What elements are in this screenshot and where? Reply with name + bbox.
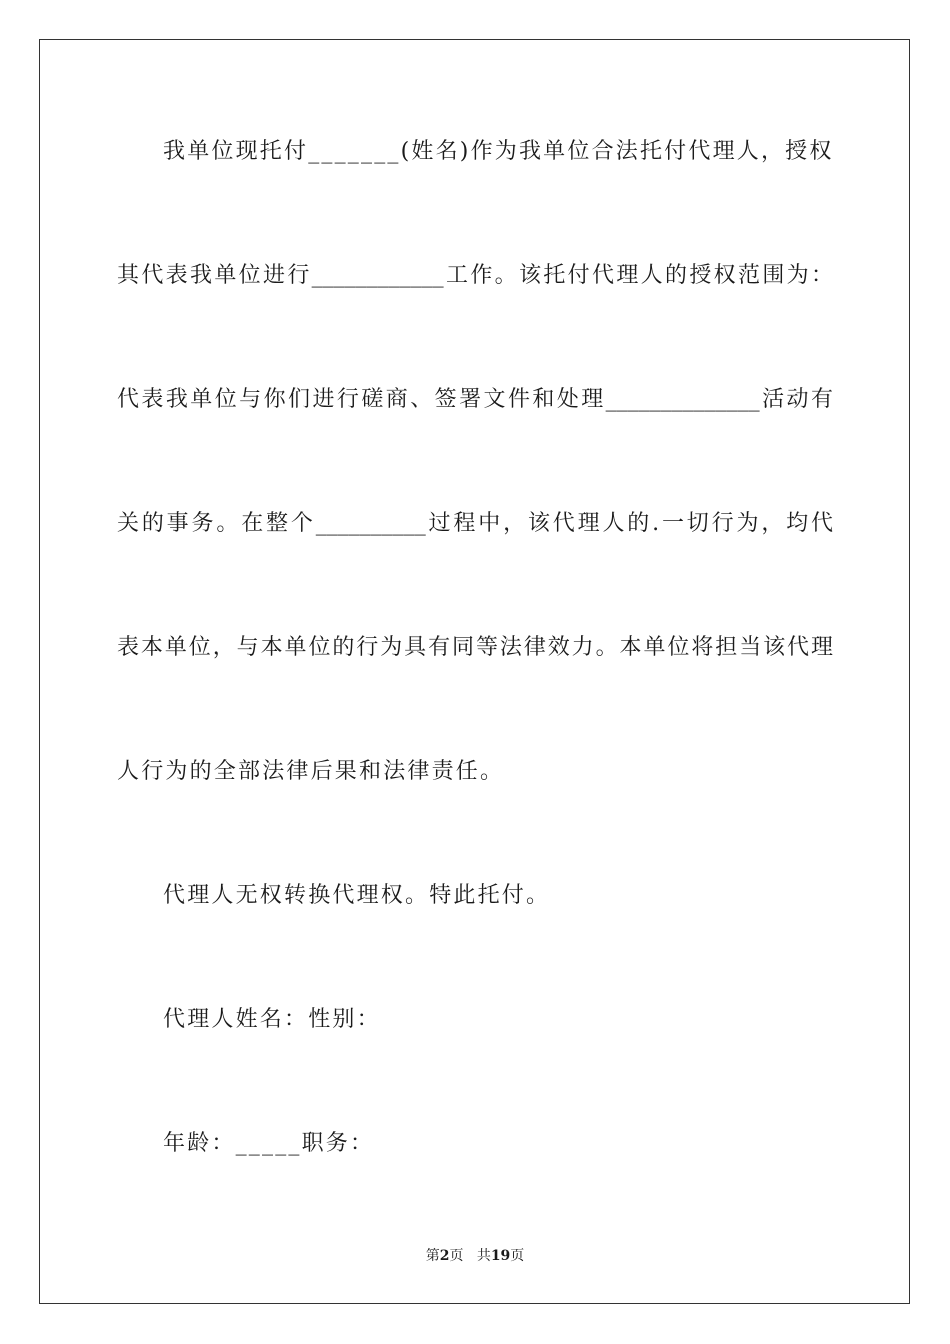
body-line-1: 我单位现托付_______(姓名)作为我单位合法托付代理人，授权 <box>163 139 834 164</box>
age-position-line: 年龄：_____职务： <box>163 1131 375 1156</box>
body-line-3: 代表我单位与你们进行磋商、签署文件和处理______________活动有 <box>117 387 833 412</box>
page-number: 2 <box>439 1248 450 1264</box>
body-line-4: 关的事务。在整个__________过程中，该代理人的.一切行为，均代 <box>117 511 833 536</box>
body-line-6: 人行为的全部法律后果和法律责任。 <box>117 759 505 784</box>
page-footer <box>0 1246 950 1266</box>
body-line-5: 表本单位，与本单位的行为具有同等法律效力。本单位将担当该代理 <box>117 635 833 660</box>
total-pages: 19 <box>490 1248 511 1264</box>
body-line-7: 代理人无权转换代理权。特此托付。 <box>163 883 551 908</box>
agent-name-gender-line: 代理人姓名：性别： <box>163 1007 381 1032</box>
body-line-2: 其代表我单位进行____________工作。该托付代理人的授权范围为： <box>117 263 833 288</box>
page-border <box>39 39 910 1304</box>
page-prefix: 第 <box>425 1248 440 1264</box>
total-prefix: 共 <box>476 1248 491 1264</box>
total-suffix: 页 <box>510 1248 525 1264</box>
page-suffix: 页 <box>449 1248 464 1264</box>
